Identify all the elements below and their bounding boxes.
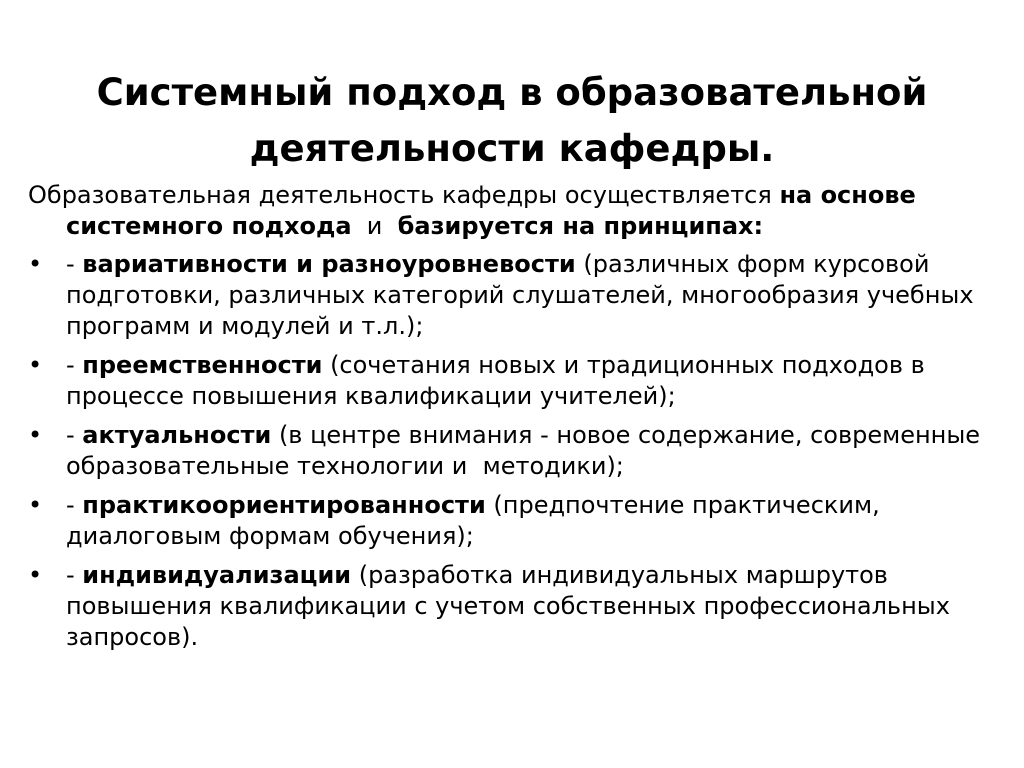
bullet-icon: • xyxy=(28,491,43,519)
principle-name: вариативности и разноуровневости xyxy=(82,250,576,278)
principle-item xyxy=(28,560,996,653)
intro-bold-1: на основе системного подхода xyxy=(66,181,916,240)
principle-description: (различных форм курсовой подготовки, различных категорий слушателей, многообразия учебных программ и модулей и т.л.); xyxy=(66,250,974,340)
slide-title-line-2: деятельности кафедры. xyxy=(249,126,775,170)
principle-dash: - xyxy=(66,250,83,278)
slide-body xyxy=(28,180,996,661)
intro-text-2: и xyxy=(351,212,398,240)
principle-description: (в центре внимания - новое содержание, современные образовательные технологии и методики); xyxy=(66,421,988,480)
bullet-icon: • xyxy=(28,421,43,449)
intro-paragraph xyxy=(28,180,996,242)
slide-title-line-1: Системный подход в образовательной xyxy=(96,70,928,114)
principle-description: (предпочтение практическим, диалоговым формам обучения); xyxy=(66,491,880,550)
principle-item xyxy=(28,350,996,412)
principle-name: практикоориентированности xyxy=(82,491,486,519)
principle-item xyxy=(28,249,996,342)
principle-description: (сочетания новых и традиционных подходов в процессе повышения квалификации учителей); xyxy=(66,351,925,410)
principle-dash: - xyxy=(66,491,83,519)
bullet-icon: • xyxy=(28,561,43,589)
principle-name: индивидуализации xyxy=(82,561,352,589)
principle-name: преемственности xyxy=(82,351,323,379)
principle-name: актуальности xyxy=(82,421,272,449)
principle-dash: - xyxy=(66,351,83,379)
principle-dash: - xyxy=(66,421,83,449)
principle-dash: - xyxy=(66,561,83,589)
principle-item xyxy=(28,490,996,552)
bullet-icon: • xyxy=(28,351,43,379)
slide-title xyxy=(40,65,984,177)
intro-bold-2: базируется на принципах: xyxy=(397,212,764,240)
principles-list xyxy=(28,249,996,653)
principle-item xyxy=(28,420,996,482)
bullet-icon: • xyxy=(28,250,43,278)
intro-text-1: Образовательная деятельность кафедры осуществляется xyxy=(28,181,780,209)
principle-description: (разработка индивидуальных маршрутов повышения квалификации с учетом собственных профессиональных запросов). xyxy=(66,561,950,651)
